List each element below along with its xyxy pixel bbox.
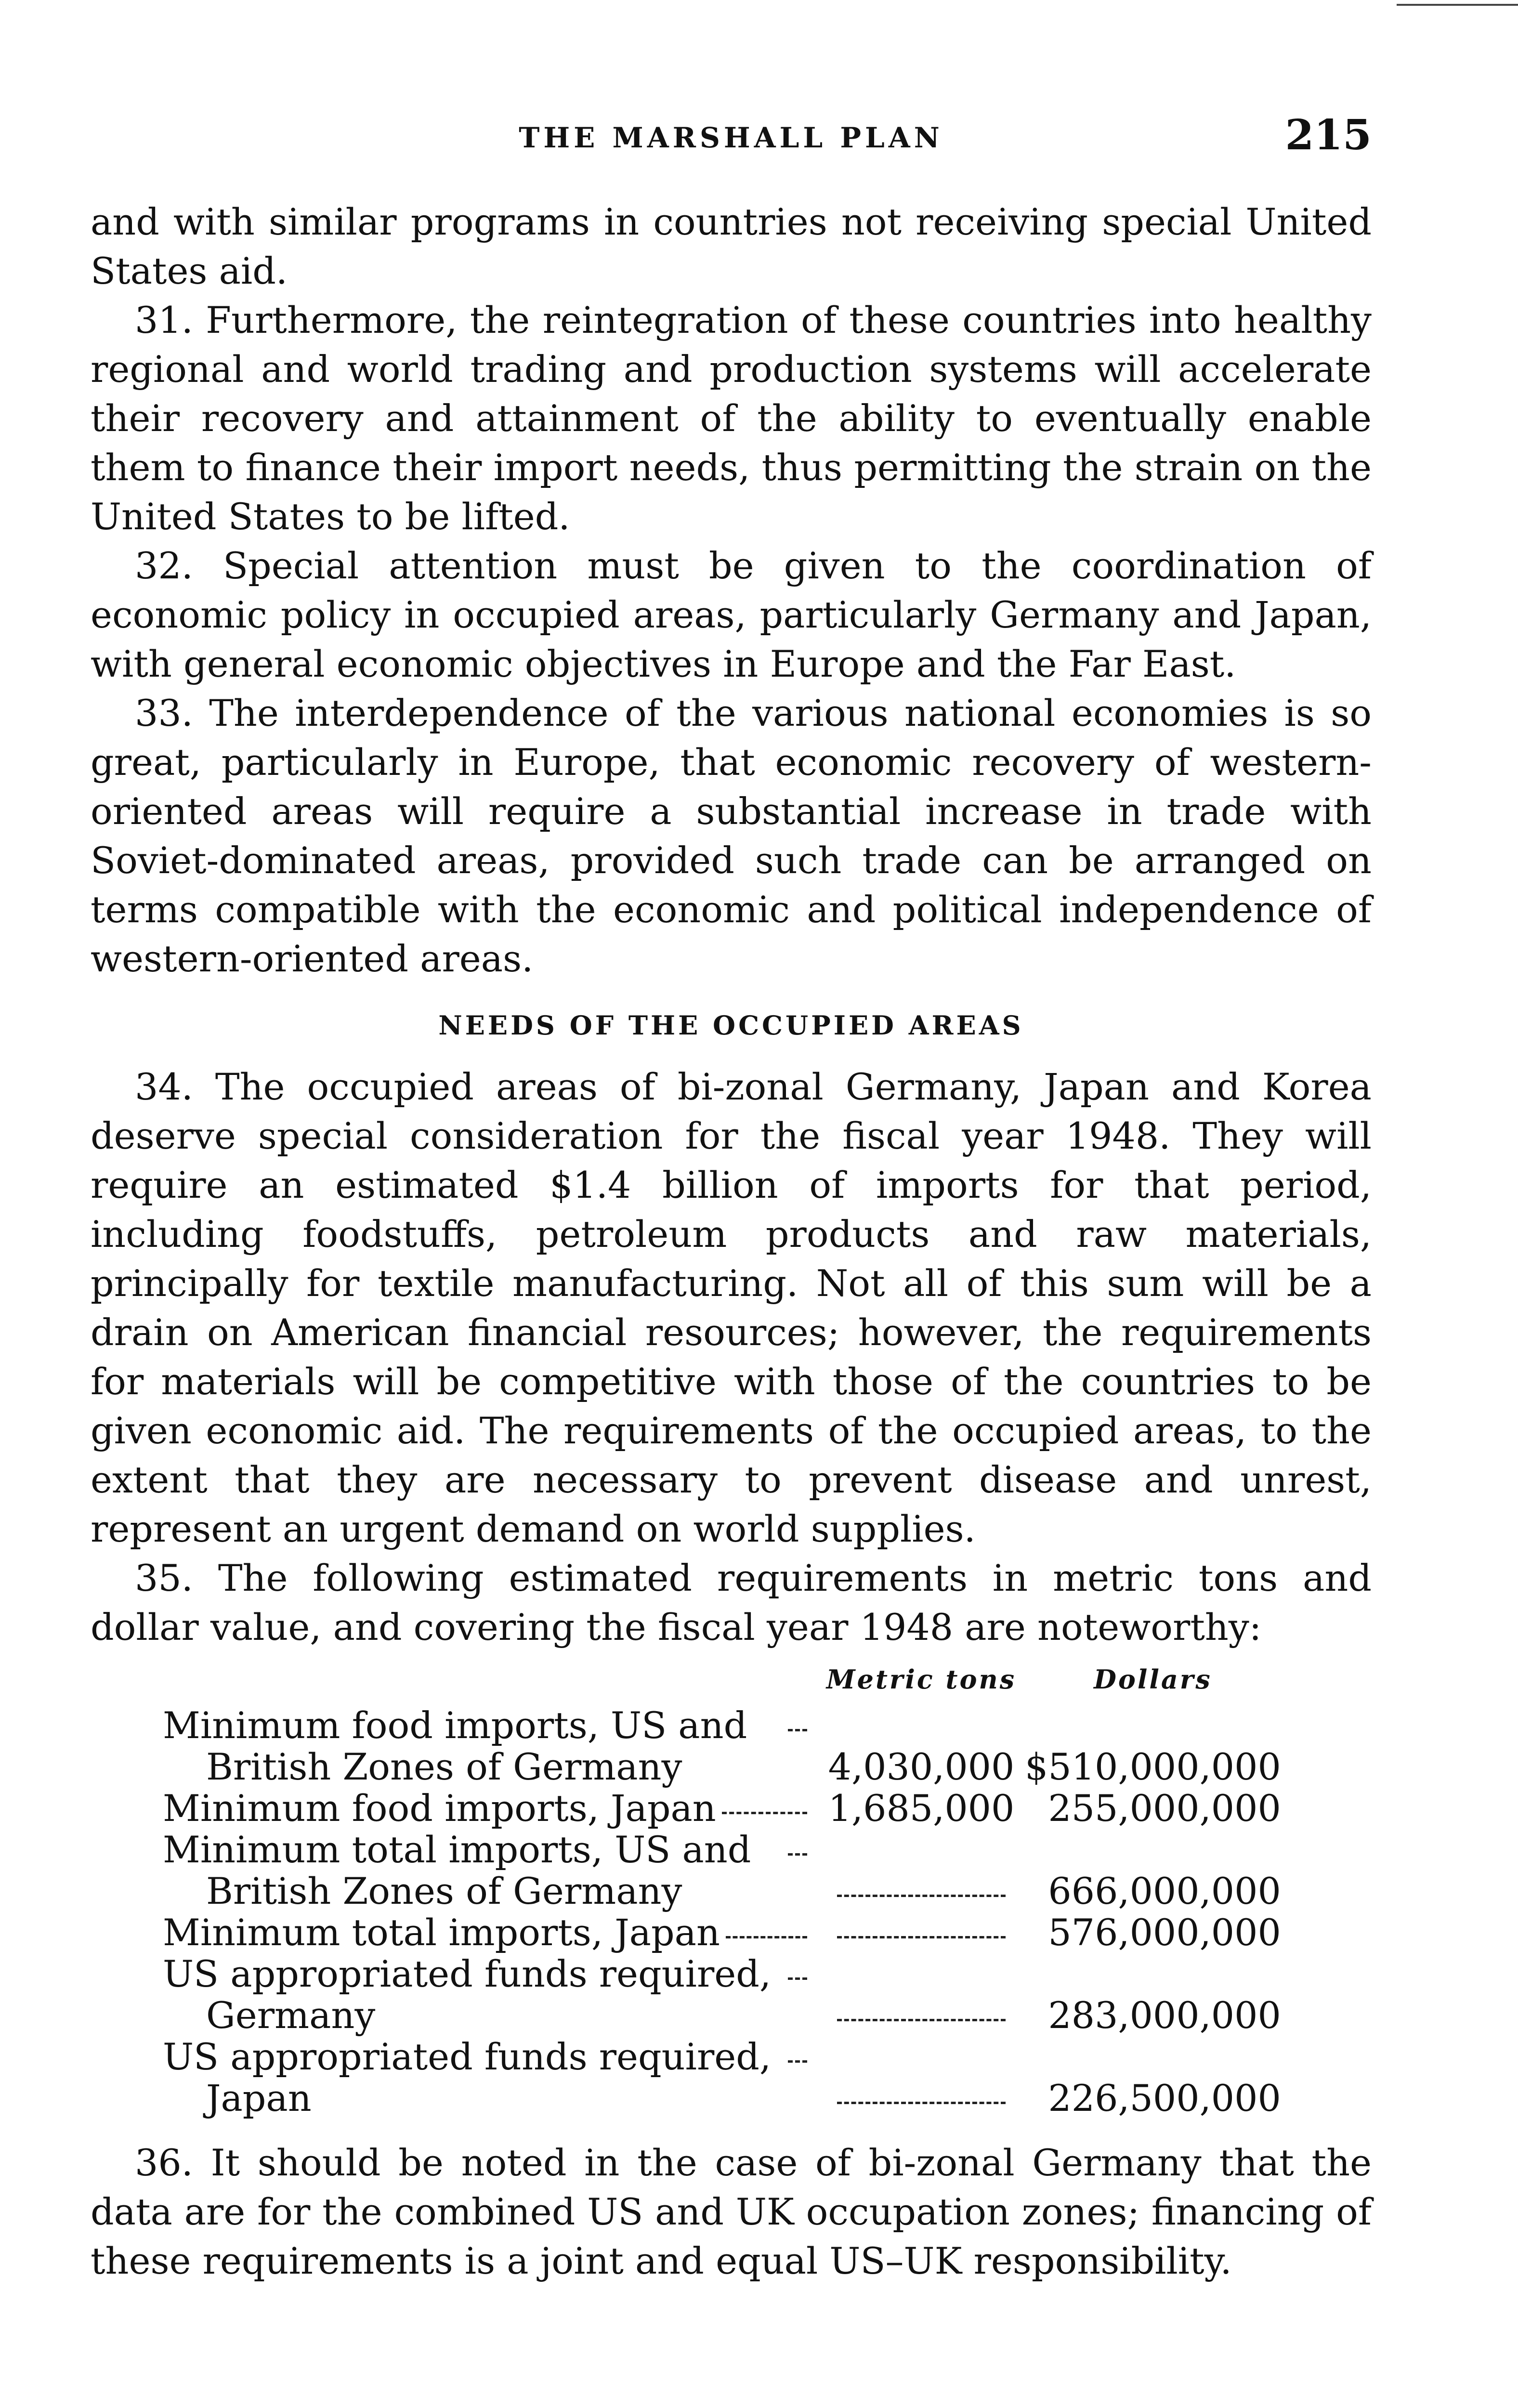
metric-tons-value — [818, 1829, 1025, 1912]
paragraph-continued: and with similar programs in countries not receiving special United States aid. — [91, 200, 1372, 292]
paragraph-36: 36. It should be noted in the case of bi-zonal Germany that the data are for the combined US and UK occupation zones; financing of these requirements is a joint and equal US–UK responsibility. — [91, 2141, 1372, 2282]
dollars-value: $510,000,000 — [1025, 1745, 1281, 1788]
running-head: THE MARSHALL PLAN — [519, 121, 943, 154]
corner-rule — [1397, 4, 1518, 6]
requirement-item — [163, 1788, 818, 1829]
requirements-table — [163, 1659, 1281, 2119]
dot-leader — [722, 1812, 807, 1814]
empty-value-dashes — [837, 2102, 1006, 2104]
dollars-value: 283,000,000 — [1048, 1994, 1281, 2037]
dot-leader — [788, 1977, 807, 1980]
page-header — [91, 106, 1372, 169]
dollars-value: 576,000,000 — [1048, 1911, 1281, 1954]
requirement-item — [163, 2036, 818, 2119]
table-row — [163, 1705, 1281, 1788]
table-row — [163, 1788, 1281, 1829]
requirement-item — [163, 1912, 818, 1953]
dot-leader — [726, 1936, 807, 1938]
column-header-metric-tons: Metric tons — [826, 1664, 1017, 1695]
metric-tons-value: 4,030,000 — [828, 1745, 1015, 1788]
dollars-value: 226,500,000 — [1048, 2077, 1281, 2120]
dollars-value: 666,000,000 — [1048, 1870, 1281, 1912]
column-header-dollars: Dollars — [1094, 1664, 1212, 1695]
dot-leader — [788, 1853, 807, 1856]
dollars-value: 255,000,000 — [1048, 1787, 1281, 1830]
paragraph-34: 34. The occupied areas of bi-zonal Germany, Japan and Korea deserve special consideration for the fiscal year 1948. They will require an estimated $1.4 billion of imports for that period, including foodstuffs, petroleum products and raw materials, principally for textile manufacturing. Not all of this sum will be a drain on American financial resources; however, the requirements for materials will be competitive with those of the countries to be given economic aid. The requirements of the occupied areas, to the extent that they are necessary to prevent disease and unrest, represent an urgent demand on world supplies. — [91, 1065, 1372, 1550]
paragraph-35: 35. The following estimated requirements in metric tons and dollar value, and covering the fiscal year 1948 are noteworthy: — [91, 1557, 1372, 1649]
table-row — [163, 1912, 1281, 1953]
paragraph-33: 33. The interdependence of the various national economies is so great, particularly in Europe, that economic recovery of western-oriented areas will require a substantial increase in trade with Soviet-dominated areas, provided such trade can be arranged on terms compatible with the economic and political independence of western-oriented areas. — [91, 692, 1372, 980]
requirement-label: Minimum total imports, Japan — [163, 1911, 720, 1954]
empty-value-dashes — [837, 2019, 1006, 2021]
empty-value-dashes — [837, 1895, 1006, 1897]
table-header-row — [163, 1659, 1281, 1705]
requirement-label: Minimum food imports, US and British Zones of Germany — [163, 1704, 747, 1788]
column-header-item — [163, 1659, 818, 1705]
requirement-item — [163, 1829, 818, 1912]
paragraph-31: 31. Furthermore, the reintegration of these countries into healthy regional and world trading and production systems will accelerate their recovery and attainment of the ability to eventually enable them to finance their import needs, thus permitting the strain on the United States to be lifted. — [91, 299, 1372, 538]
table-row — [163, 2036, 1281, 2119]
section-heading: NEEDS OF THE OCCUPIED AREAS — [438, 1010, 1024, 1041]
requirement-label: Minimum total imports, US and British Zones of Germany — [163, 1828, 751, 1912]
requirement-label: US appropriated funds required, Japan — [163, 2035, 772, 2120]
page-number: 215 — [1285, 111, 1372, 159]
table-row — [163, 1953, 1281, 2036]
metric-tons-value — [818, 1912, 1025, 1953]
requirement-label: US appropriated funds required, Germany — [163, 1952, 772, 2037]
requirement-item — [163, 1953, 818, 2036]
dot-leader — [788, 1729, 807, 1731]
requirement-item — [163, 1705, 818, 1788]
page-body — [91, 197, 1372, 2286]
metric-tons-value — [818, 2036, 1025, 2119]
paragraph-32: 32. Special attention must be given to the coordination of economic policy in occupied areas, particularly Germany and Japan, with general economic objectives in Europe and the Far East. — [91, 544, 1372, 685]
requirement-label: Minimum food imports, Japan — [163, 1787, 716, 1830]
metric-tons-value: 1,685,000 — [828, 1787, 1015, 1830]
metric-tons-value — [818, 1953, 1025, 2036]
dot-leader — [788, 2060, 807, 2063]
table-row — [163, 1829, 1281, 1912]
empty-value-dashes — [837, 1936, 1006, 1938]
